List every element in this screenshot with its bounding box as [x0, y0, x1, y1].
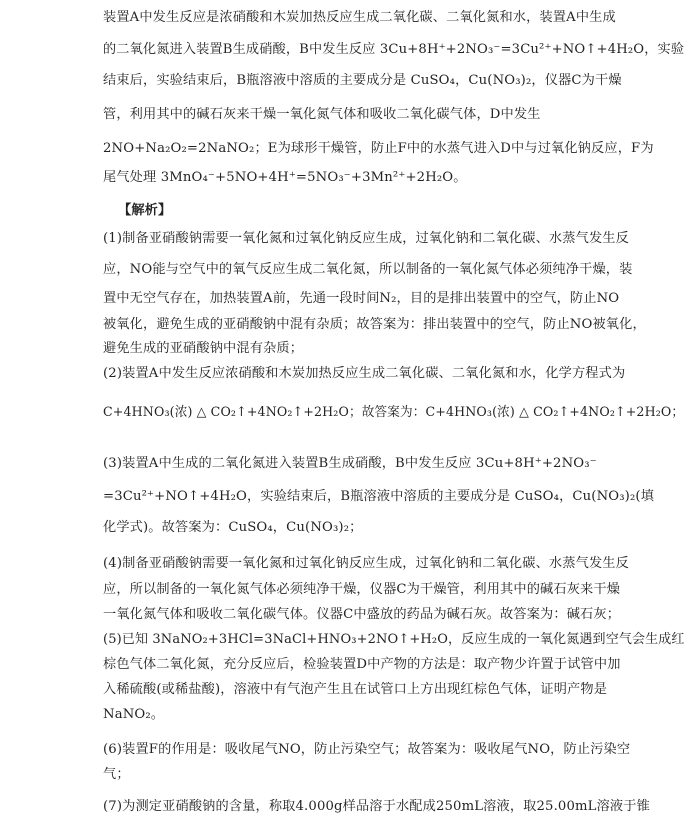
text-line: 装置A中发生反应是浓硝酸和木炭加热反应生成二氧化碳、二氧化氮和水，装置A中生成: [103, 10, 616, 25]
text-line: 应，所以制备的一氧化氮气体必须纯净干燥，仪器C为干燥管，利用其中的碱石灰来干燥: [103, 582, 621, 597]
text-line: 化学式)。故答案为：CuSO₄，Cu(NO₃)₂；: [103, 520, 363, 535]
section-heading: 【解析】: [118, 203, 172, 218]
text-line: 置中无空气存在，加热装置A前，先通一段时间N₂，目的是排出装置中的空气，防止NO: [103, 291, 620, 306]
text-line: (1)制备亚硝酸钠需要一氧化氮和过氧化钠反应生成，过氧化钠和二氧化碳、水蒸气发生反: [103, 231, 629, 246]
text-line: (4)制备亚硝酸钠需要一氧化氮和过氧化钠反应生成，过氧化钠和二氧化碳、水蒸气发生反: [103, 556, 629, 571]
text-line: 结束后，实验结束后，B瓶溶液中溶质的主要成分是 CuSO₄，Cu(NO₃)₂，仪器C为干燥: [103, 73, 622, 88]
text-line: 2NO+Na₂O₂=2NaNO₂；E为球形干燥管，防止F中的水蒸气进入D中与过氧化钠反应，F为: [103, 141, 654, 156]
text-line: 尾气处理 3MnO₄⁻+5NO+4H⁺=5NO₃⁻+3Mn²⁺+2H₂O。: [103, 170, 467, 185]
text-line: 避免生成的亚硝酸钠中混有杂质；: [103, 341, 304, 356]
text-line: NaNO₂。: [103, 707, 165, 722]
text-line: 的二氧化氮进入装置B生成硝酸，B中发生反应 3Cu+8H⁺+2NO₃⁻=3Cu²⁺+NO↑+4H₂O，实验: [103, 42, 685, 57]
text-line: C+4HNO₃(浓) △ CO₂↑+4NO₂↑+2H₂O；故答案为：C+4HNO₃(浓) △ CO₂↑+4NO₂↑+2H₂O；: [103, 405, 685, 420]
text-line: 一氧化氮气体和吸收二氧化碳气体。仪器C中盛放的药品为碱石灰。故答案为：碱石灰；: [103, 607, 621, 622]
text-line: 管，利用其中的碱石灰来干燥一氧化氮气体和吸收二氧化碳气体，D中发生: [103, 107, 541, 122]
text-line: 应，NO能与空气中的氧气反应生成二氧化氮，所以制备的一氧化氮气体必须纯净干燥，装: [103, 262, 633, 277]
text-line: 入稀硫酸(或稀盐酸)，溶液中有气泡产生且在试管口上方出现红棕色气体，证明产物是: [103, 682, 608, 697]
text-line: (3)装置A中生成的二氧化氮进入装置B生成硝酸，B中发生反应 3Cu+8H⁺+2NO₃⁻: [103, 456, 597, 471]
text-line: =3Cu²⁺+NO↑+4H₂O，实验结束后，B瓶溶液中溶质的主要成分是 CuSO₄，Cu(NO₃)₂(填: [103, 489, 655, 504]
text-line: 棕色气体二氧化氮，充分反应后，检验装置D中产物的方法是：取产物少许置于试管中加: [103, 657, 621, 672]
text-line: (2)装置A中发生反应浓硝酸和木炭加热反应生成二氧化碳、二氧化氮和水，化学方程式为: [103, 366, 626, 381]
text-line: 被氧化，避免生成的亚硝酸钠中混有杂质；故答案为：排出装置中的空气，防止NO被氧化，: [103, 317, 646, 332]
text-line: (5)已知 3NaNO₂+3HCl=3NaCl+HNO₃+2NO↑+H₂O，反应生成的一氧化氮遇到空气会生成红: [103, 632, 685, 647]
text-line: (7)为测定亚硝酸钠的含量，称取4.000g样品溶于水配成250mL溶液，取25.00mL溶液于锥: [103, 799, 650, 814]
text-line: (6)装置F的作用是：吸收尾气NO，防止污染空气；故答案为：吸收尾气NO，防止污染空: [103, 742, 631, 757]
text-line: 气；: [103, 767, 130, 782]
